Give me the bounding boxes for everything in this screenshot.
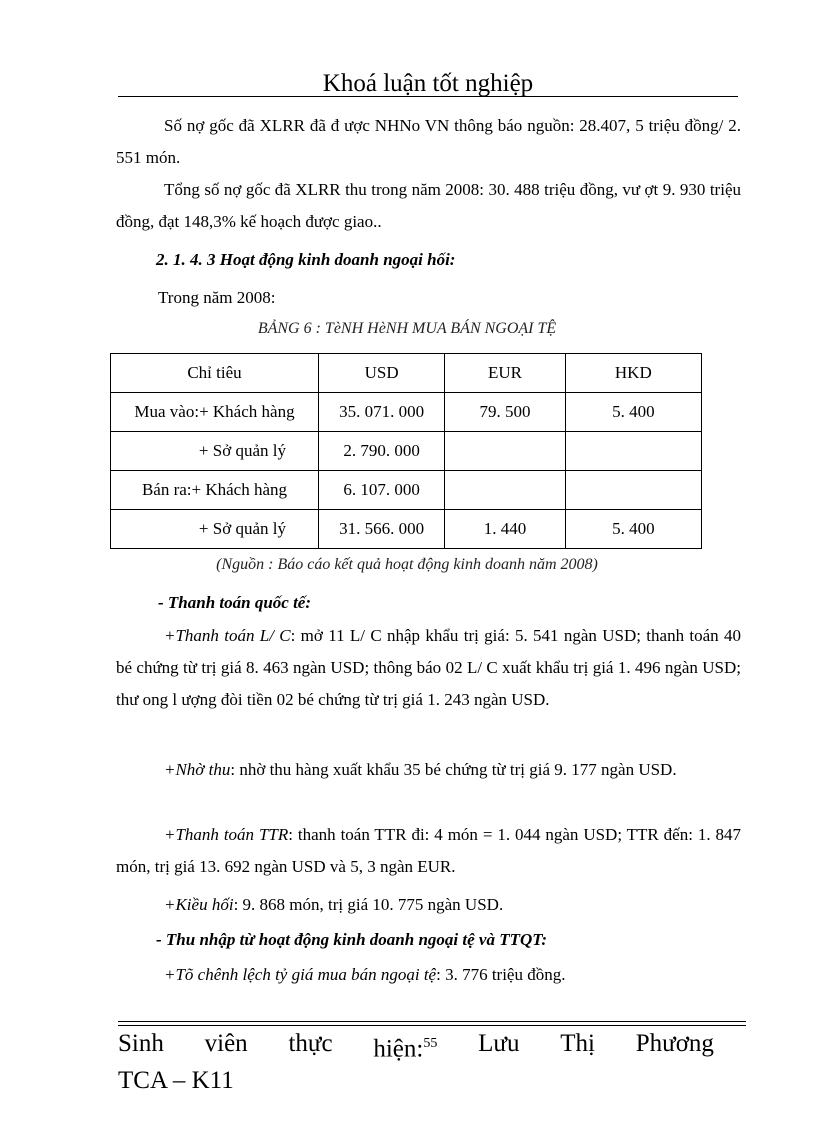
ttr-label: +Thanh toán TTR [164, 825, 289, 844]
table-title: BẢNG 6 : TèNH HèNH MUA BÁN NGOẠI TỆ [257, 320, 557, 337]
paragraph-fx-income [116, 959, 741, 991]
header-cell-hkd: HKD [565, 354, 701, 393]
collection-label: +Nhờ thu [164, 760, 231, 779]
cell-usd: 35. 071. 000 [318, 393, 444, 432]
paragraph-lc [116, 620, 741, 716]
cell-eur: 79. 500 [445, 393, 565, 432]
row-label: + Sở quản lý [111, 510, 319, 549]
row-label: + Sở quản lý [111, 432, 319, 471]
lc-label: +Thanh toán L/ C [164, 626, 291, 645]
footer-class-code: TCA – K11 [118, 1067, 234, 1095]
table-source: (Nguồn : Báo cáo kết quả hoạt động kinh doanh năm 2008) [216, 556, 598, 573]
header-cell-usd: USD [318, 354, 444, 393]
cell-eur: 1. 440 [445, 510, 565, 549]
remittance-label: +Kiều hối [164, 895, 234, 914]
footer-divider-top [118, 1021, 746, 1022]
header-cell-eur: EUR [445, 354, 565, 393]
collection-text: : nhờ thu hàng xuất khẩu 35 bé chứng từ trị giá 9. 177 ngàn USD. [230, 760, 677, 779]
page-footer [118, 1028, 714, 1097]
header-divider [118, 96, 738, 97]
paragraph-bad-debt-collected: Tổng số nợ gốc đã XLRR thu trong năm 2008: 30. 488 triệu đồng, vư ợt 9. 930 triệu đồng, đạt 148,3% kế hoạch được giao.. [116, 180, 741, 231]
footer-line-1 [118, 1028, 714, 1065]
table-row [111, 393, 702, 432]
page-number: 55 [423, 1036, 438, 1051]
fx-income-text: : 3. 776 triệu đồng. [436, 965, 566, 984]
fx-trading-table [110, 353, 702, 549]
footer-word: viên [204, 1030, 248, 1057]
page-header-title: Khoá luận tốt nghiệp [322, 70, 534, 97]
header-cell-indicator: Chỉ tiêu [111, 354, 319, 393]
footer-name-word: Phương [635, 1030, 714, 1057]
section-heading-fx: 2. 1. 4. 3 Hoạt động kinh doanh ngoại hối: [156, 250, 456, 269]
footer-name-word: Thị [560, 1030, 595, 1057]
table-header-row [111, 354, 702, 393]
year-intro: Trong năm 2008: [158, 288, 276, 307]
cell-usd: 6. 107. 000 [318, 471, 444, 510]
row-label: Mua vào:+ Khách hàng [111, 393, 319, 432]
remittance-text: : 9. 868 món, trị giá 10. 775 ngàn USD. [233, 895, 504, 914]
footer-word: thực [288, 1030, 333, 1057]
cell-hkd: 5. 400 [565, 510, 701, 549]
paragraph-remittance [116, 889, 741, 921]
table-row [111, 432, 702, 471]
paragraph-bad-debt-source: Số nợ gốc đã XLRR đã đ ược NHNo VN thông báo nguồn: 28.407, 5 triệu đồng/ 2. 551 món. [116, 116, 741, 167]
paragraph-collection [116, 754, 741, 786]
footer-name-word: Lưu [478, 1030, 520, 1057]
footer-word-with-page [373, 1028, 437, 1065]
row-label: Bán ra:+ Khách hàng [111, 471, 319, 510]
cell-hkd [565, 432, 701, 471]
heading-income: - Thu nhập từ hoạt động kinh doanh ngoại tệ và TTQT: [156, 930, 548, 949]
heading-international-payment: - Thanh toán quốc tế: [158, 593, 312, 612]
cell-hkd [565, 471, 701, 510]
cell-usd: 2. 790. 000 [318, 432, 444, 471]
cell-eur [445, 471, 565, 510]
ttr-text: : thanh toán TTR đi: 4 món = 1. 044 ngàn USD; TTR đến: 1. 847 món, trị giá 13. 692 ngàn USD và 5, 3 ngàn EUR. [116, 825, 741, 876]
cell-eur [445, 432, 565, 471]
footer-word: hiện: [373, 1035, 424, 1063]
lc-text: : mở 11 L/ C nhập khẩu trị giá: 5. 541 ngàn USD; thanh toán 40 bé chứng từ trị giá 8. 463 ngàn USD; thông báo 02 L/ C xuất khẩu trị giá 1. 496 ngàn USD; thư ong l ượng đòi tiền 02 bé chứng từ trị giá 1. 243 ngàn USD. [116, 626, 741, 709]
cell-hkd: 5. 400 [565, 393, 701, 432]
table-row [111, 510, 702, 549]
table-row [111, 471, 702, 510]
footer-word: Sinh [118, 1030, 164, 1057]
footer-divider-bottom [118, 1025, 746, 1026]
cell-usd: 31. 566. 000 [318, 510, 444, 549]
fx-income-label: +Tõ chênh lệch tỷ giá mua bán ngoại tệ [164, 965, 437, 984]
paragraph-ttr [116, 819, 741, 883]
